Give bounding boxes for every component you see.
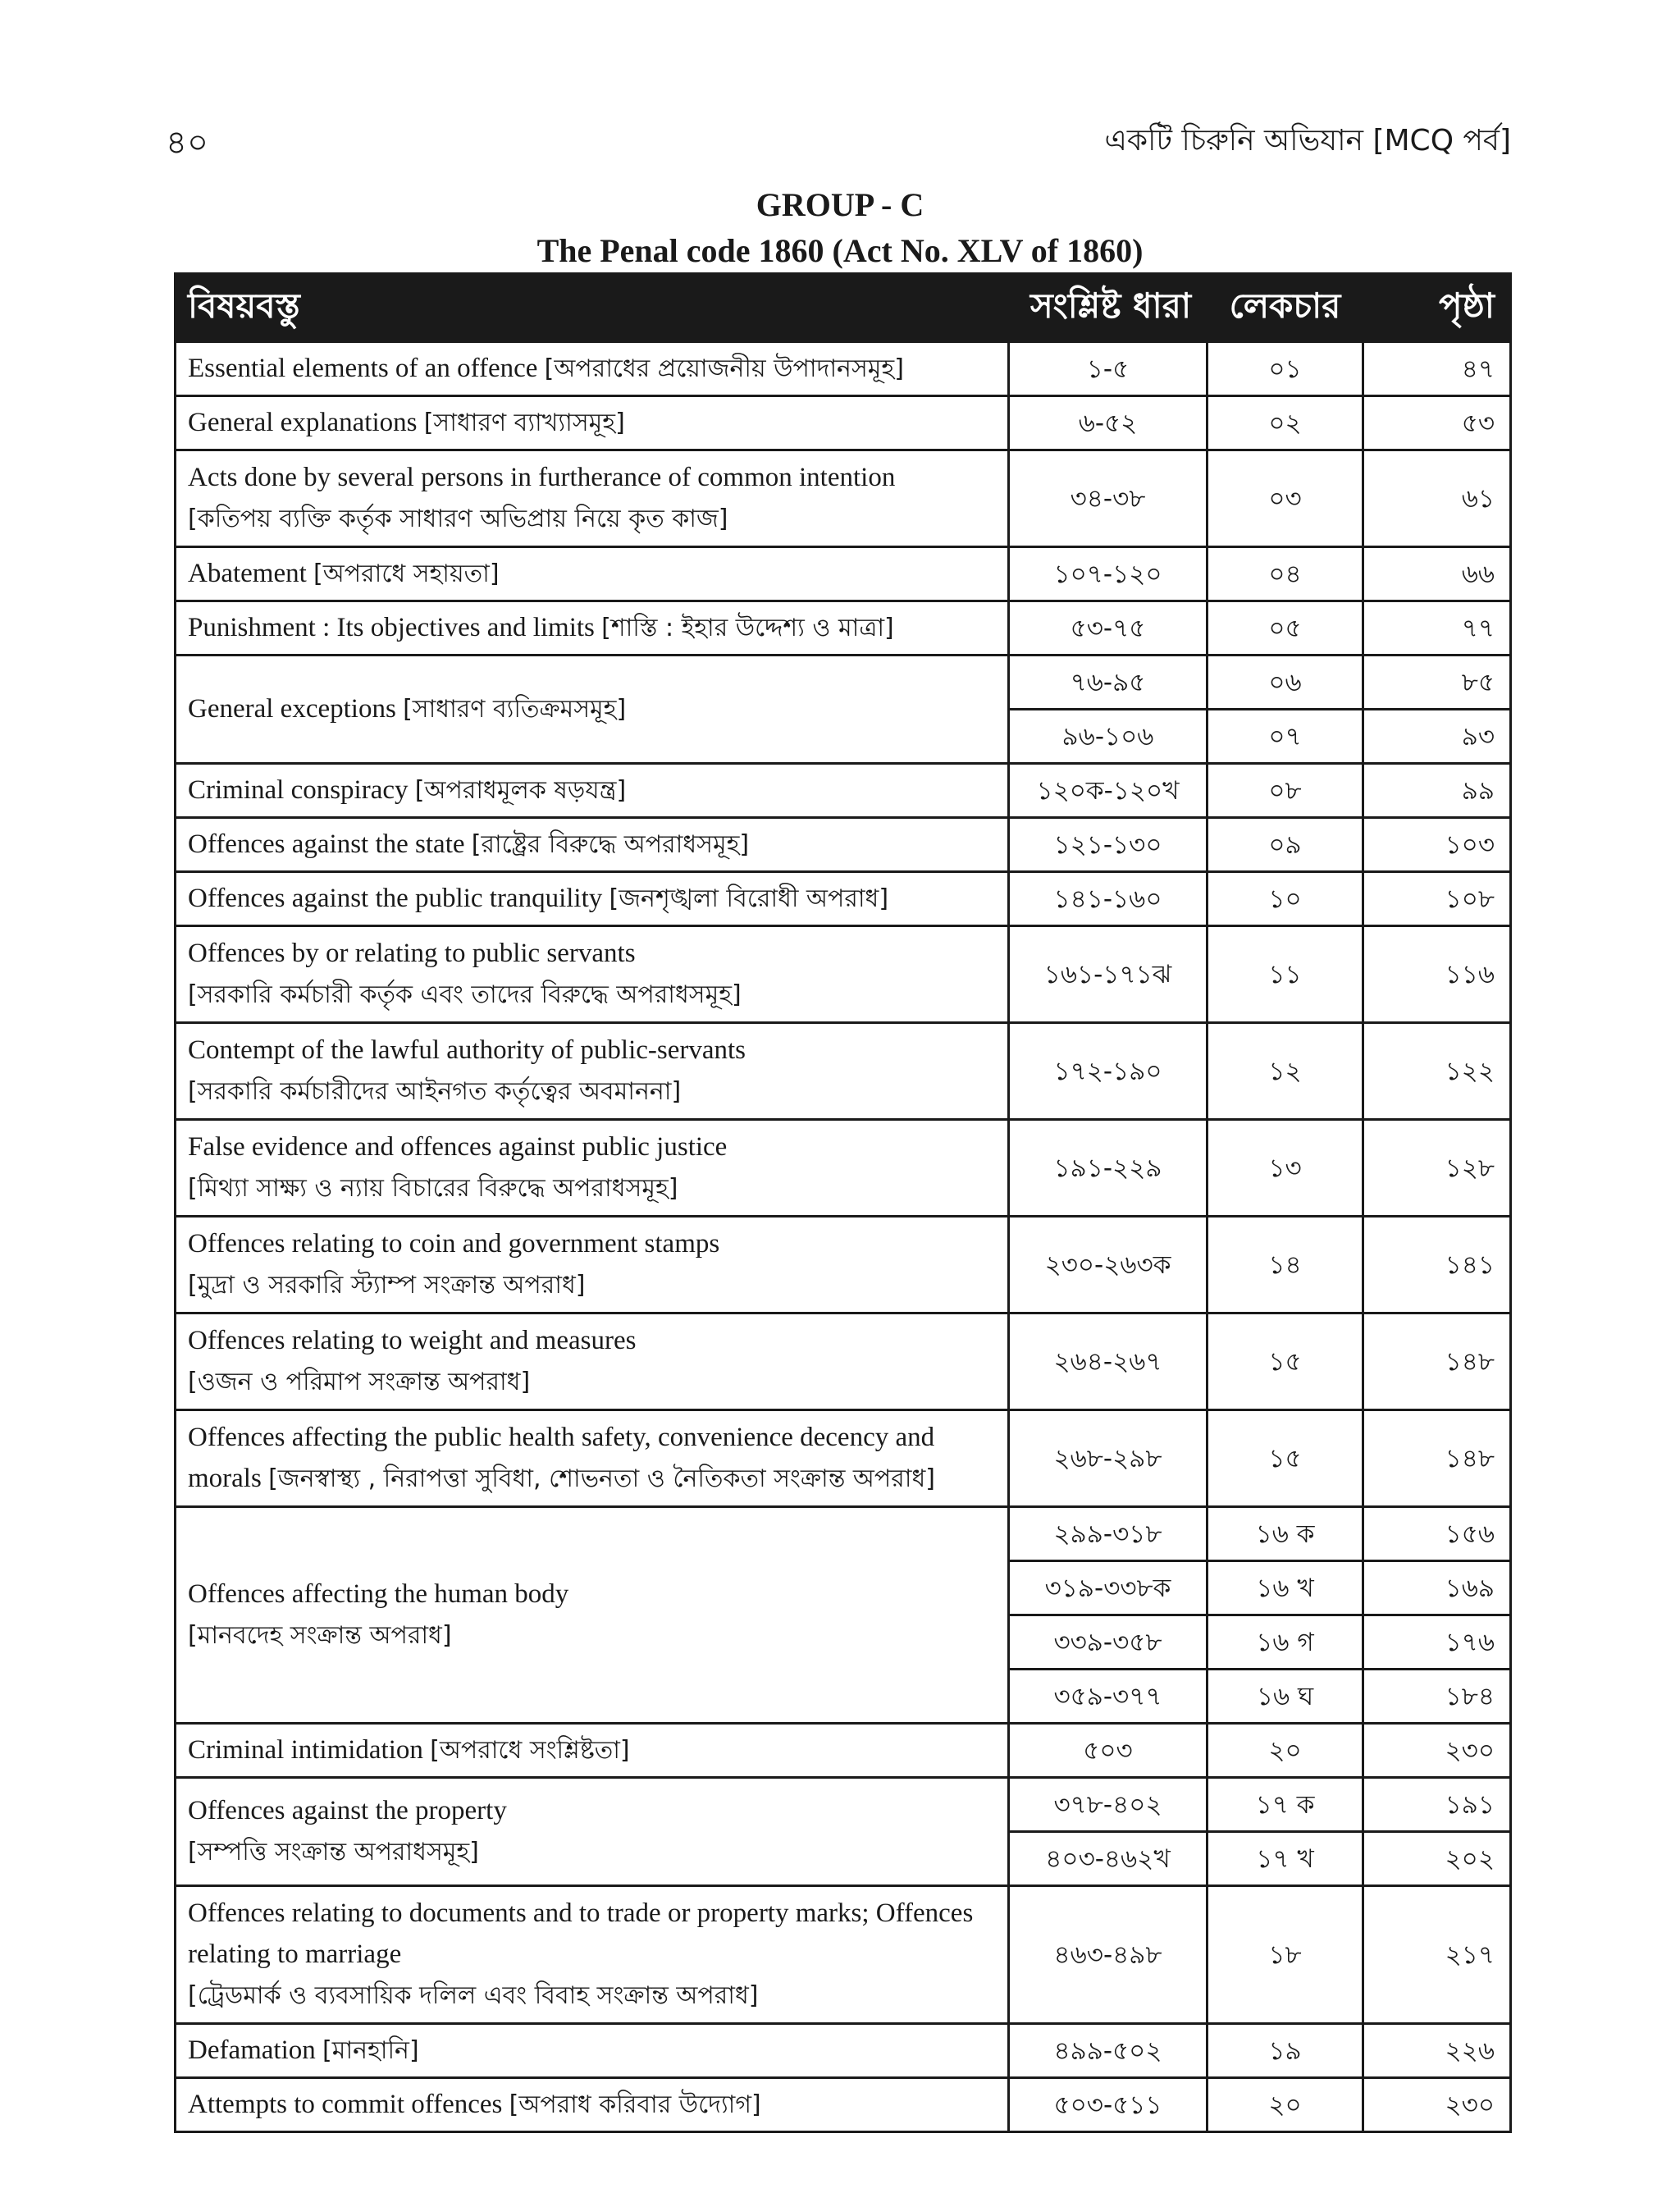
subject-bangla: [সরকারি কর্মচারী কর্তৃক এবং তাদের বিরুদ্ধে অপরাধসমূহ] <box>188 980 742 1009</box>
section-cell: ১২০ক-১২০খ <box>1009 764 1208 818</box>
page-cell: ২২৬ <box>1363 2024 1511 2078</box>
table-row <box>176 2024 1511 2078</box>
subject-bangla: [জনশৃঙ্খলা বিরোধী অপরাধ] <box>609 884 889 913</box>
table-row <box>176 818 1511 872</box>
column-header-lecture: লেকচার <box>1208 274 1363 342</box>
section-cell: ১-৫ <box>1009 342 1208 396</box>
subject-bangla: [রাষ্ট্রের বিরুদ্ধে অপরাধসমূহ] <box>471 830 750 859</box>
subject-english-continued: relating to marriage <box>188 1939 402 1969</box>
subject-cell <box>176 450 1009 547</box>
table-row <box>176 764 1511 818</box>
subject-bangla: [সম্পত্তি সংক্রান্ত অপরাধসমূহ] <box>188 1838 479 1866</box>
subject-english: General explanations <box>188 408 418 437</box>
running-head: একটি চিরুনি অভিযান [MCQ পর্ব] <box>1104 124 1511 158</box>
table-row <box>176 342 1511 396</box>
subject-english: Attempts to commit offences <box>188 2090 503 2119</box>
section-cell: ৫০৩ <box>1009 1724 1208 1778</box>
lecture-cell: ১১ <box>1208 926 1363 1023</box>
subject-cell <box>176 1217 1009 1313</box>
page-cell: ১১৬ <box>1363 926 1511 1023</box>
lecture-cell: ০২ <box>1208 396 1363 450</box>
section-cell: ৯৬-১০৬ <box>1009 710 1208 764</box>
page-cell: ৬১ <box>1363 450 1511 547</box>
page-cell: ১৪৮ <box>1363 1410 1511 1507</box>
section-cell: ৩৫৯-৩৭৭ <box>1009 1670 1208 1724</box>
section-cell: ৩৩৯-৩৫৮ <box>1009 1615 1208 1670</box>
subject-cell <box>176 1507 1009 1724</box>
subject-cell <box>176 818 1009 872</box>
table-row <box>176 450 1511 547</box>
section-cell: ৪৯৯-৫০২ <box>1009 2024 1208 2078</box>
lecture-cell: ০৭ <box>1208 710 1363 764</box>
page-cell: ১৫৬ <box>1363 1507 1511 1561</box>
lecture-cell: ১৫ <box>1208 1313 1363 1410</box>
lecture-cell: ১৬ খ <box>1208 1561 1363 1615</box>
page-cell: ১০৮ <box>1363 872 1511 926</box>
subject-cell <box>176 1410 1009 1507</box>
page-cell: ৯৩ <box>1363 710 1511 764</box>
page-cell: ১৭৬ <box>1363 1615 1511 1670</box>
lecture-cell: ১৬ ঘ <box>1208 1670 1363 1724</box>
lecture-cell: ০৬ <box>1208 656 1363 710</box>
table-row <box>176 1023 1511 1120</box>
lecture-cell: ২০ <box>1208 2078 1363 2132</box>
subject-cell <box>176 601 1009 656</box>
subject-cell <box>176 1886 1009 2024</box>
lecture-cell: ১৩ <box>1208 1120 1363 1217</box>
section-cell: ৪০৩-৪৬২খ <box>1009 1832 1208 1886</box>
subject-cell <box>176 872 1009 926</box>
section-cell: ২৯৯-৩১৮ <box>1009 1507 1208 1561</box>
subject-english: Offences by or relating to public servants <box>188 939 636 968</box>
section-cell: ৪৬৩-৪৯৮ <box>1009 1886 1208 2024</box>
page-cell: ১২২ <box>1363 1023 1511 1120</box>
lecture-cell: ০৮ <box>1208 764 1363 818</box>
subject-bangla: [অপরাধে সহায়তা] <box>313 560 500 588</box>
column-header-page: পৃষ্ঠা <box>1363 274 1511 342</box>
subject-cell <box>176 547 1009 601</box>
subject-cell <box>176 342 1009 396</box>
table-row <box>176 1410 1511 1507</box>
lecture-cell: ১৬ ক <box>1208 1507 1363 1561</box>
subject-bangla: [অপরাধে সংশ্লিষ্টতা] <box>430 1736 630 1765</box>
subject-english: Offences affecting the human body <box>188 1579 569 1609</box>
subject-english: Acts done by several persons in furtherance of common intention <box>188 463 896 492</box>
subject-bangla: [সাধারণ ব্যতিক্রমসমূহ] <box>403 695 627 724</box>
page-cell: ৪৭ <box>1363 342 1511 396</box>
lecture-cell: ১৯ <box>1208 2024 1363 2078</box>
lecture-cell: ১৮ <box>1208 1886 1363 2024</box>
lecture-cell: ০৩ <box>1208 450 1363 547</box>
subject-english: Offences relating to coin and government stamps <box>188 1229 720 1259</box>
subject-bangla: [মিথ্যা সাক্ষ্য ও ন্যায় বিচারের বিরুদ্ধে অপরাধসমূহ] <box>188 1174 678 1203</box>
table-row <box>176 1886 1511 2024</box>
table-row <box>176 656 1511 710</box>
subject-english: Punishment : Its objectives and limits <box>188 613 595 642</box>
table-row <box>176 601 1511 656</box>
page-cell: ১৯১ <box>1363 1778 1511 1832</box>
lecture-cell: ১০ <box>1208 872 1363 926</box>
lecture-cell: ১২ <box>1208 1023 1363 1120</box>
subject-bangla: [কতিপয় ব্যক্তি কর্তৃক সাধারণ অভিপ্রায় নিয়ে কৃত কাজ] <box>188 505 728 533</box>
subject-bangla: [ট্রেডমার্ক ও ব্যবসায়িক দলিল এবং বিবাহ সংক্রান্ত অপরাধ] <box>188 1981 759 2010</box>
page-cell: ২০২ <box>1363 1832 1511 1886</box>
subject-cell <box>176 1023 1009 1120</box>
act-title: The Penal code 1860 (Act No. XLV of 1860) <box>536 232 1144 269</box>
page-cell: ১৪৮ <box>1363 1313 1511 1410</box>
table-row <box>176 547 1511 601</box>
section-cell: ১৬১-১৭১ঝ <box>1009 926 1208 1023</box>
lecture-cell: ০৯ <box>1208 818 1363 872</box>
page-cell: ১৬৯ <box>1363 1561 1511 1615</box>
subject-bangla: [ওজন ও পরিমাপ সংক্রান্ত অপরাধ] <box>188 1368 531 1396</box>
subject-english: Abatement <box>188 559 307 588</box>
section-cell: ২৬৪-২৬৭ <box>1009 1313 1208 1410</box>
section-cell: ৭৬-৯৫ <box>1009 656 1208 710</box>
subject-english: Criminal intimidation <box>188 1735 423 1765</box>
subject-english: Offences against the public tranquility <box>188 884 603 913</box>
table-row <box>176 1724 1511 1778</box>
page-cell: ২১৭ <box>1363 1886 1511 2024</box>
subject-cell <box>176 764 1009 818</box>
section-cell: ১৯১-২২৯ <box>1009 1120 1208 1217</box>
section-cell: ৫৩-৭৫ <box>1009 601 1208 656</box>
lecture-cell: ১৫ <box>1208 1410 1363 1507</box>
subject-english: Offences relating to weight and measures <box>188 1326 637 1355</box>
subject-english: Offences affecting the public health safety, convenience decency and <box>188 1423 935 1452</box>
subject-english: General exceptions <box>188 694 396 724</box>
column-header-section: সংশ্লিষ্ট ধারা <box>1009 274 1208 342</box>
subject-english-continued: morals <box>188 1464 262 1493</box>
section-cell: ২৬৮-২৯৮ <box>1009 1410 1208 1507</box>
subject-bangla: [সাধারণ ব্যাখ্যাসমূহ] <box>423 409 625 437</box>
lecture-cell: ২০ <box>1208 1724 1363 1778</box>
subject-cell <box>176 1120 1009 1217</box>
section-cell: ৩৭৮-৪০২ <box>1009 1778 1208 1832</box>
table-row <box>176 872 1511 926</box>
subject-bangla: [সরকারি কর্মচারীদের আইনগত কর্তৃত্বের অবমাননা] <box>188 1077 682 1106</box>
section-cell: ৩৪-৩৮ <box>1009 450 1208 547</box>
table-row <box>176 926 1511 1023</box>
lecture-cell: ০৫ <box>1208 601 1363 656</box>
subject-cell <box>176 1313 1009 1410</box>
subject-english: Offences against the property <box>188 1796 507 1825</box>
column-header-subject: বিষয়বস্তু <box>176 274 1009 342</box>
subject-bangla: [মুদ্রা ও সরকারি স্ট্যাম্প সংক্রান্ত অপরাধ] <box>188 1271 586 1300</box>
section-cell: ১৭২-১৯০ <box>1009 1023 1208 1120</box>
table-row <box>176 1778 1511 1832</box>
page-cell: ১২৮ <box>1363 1120 1511 1217</box>
lecture-cell: ০৪ <box>1208 547 1363 601</box>
subject-english: Essential elements of an offence <box>188 354 538 383</box>
page-cell: ২৩০ <box>1363 1724 1511 1778</box>
group-title: GROUP - C <box>756 186 924 223</box>
subject-cell <box>176 656 1009 764</box>
table-body <box>176 342 1511 2132</box>
section-cell: ৫০৩-৫১১ <box>1009 2078 1208 2132</box>
section-cell: ১৪১-১৬০ <box>1009 872 1208 926</box>
table-header-row <box>176 274 1511 342</box>
subject-cell <box>176 926 1009 1023</box>
table-row <box>176 2078 1511 2132</box>
table-row <box>176 1120 1511 1217</box>
subject-bangla: [মানবদেহ সংক্রান্ত অপরাধ] <box>188 1621 452 1650</box>
lecture-cell: ১৪ <box>1208 1217 1363 1313</box>
section-cell: ১০৭-১২০ <box>1009 547 1208 601</box>
lecture-cell: ১৭ খ <box>1208 1832 1363 1886</box>
page-cell: ৮৫ <box>1363 656 1511 710</box>
lecture-cell: ১৬ গ <box>1208 1615 1363 1670</box>
subject-bangla: [অপরাধ করিবার উদ্যোগ] <box>509 2090 761 2119</box>
page-cell: ১৮৪ <box>1363 1670 1511 1724</box>
section-cell: ৩১৯-৩৩৮ক <box>1009 1561 1208 1615</box>
lecture-cell: ০১ <box>1208 342 1363 396</box>
page-cell: ৫৩ <box>1363 396 1511 450</box>
table-row <box>176 1313 1511 1410</box>
section-cell: ২৩০-২৬৩ক <box>1009 1217 1208 1313</box>
section-cell: ৬-৫২ <box>1009 396 1208 450</box>
subject-cell <box>176 1778 1009 1886</box>
subject-cell <box>176 1724 1009 1778</box>
subject-english: Offences relating to documents and to trade or property marks; Offences <box>188 1898 974 1928</box>
page-cell: ৬৬ <box>1363 547 1511 601</box>
page-cell: ৭৭ <box>1363 601 1511 656</box>
subject-english: Offences against the state <box>188 829 465 859</box>
lecture-cell: ১৭ ক <box>1208 1778 1363 1832</box>
table-row <box>176 1507 1511 1561</box>
table-row <box>176 1217 1511 1313</box>
page-cell: ৯৯ <box>1363 764 1511 818</box>
subject-english: Contempt of the lawful authority of public-servants <box>188 1035 746 1065</box>
subject-bangla: [মানহানি] <box>322 2036 419 2065</box>
subject-bangla: [অপরাধমূলক ষড়যন্ত্র] <box>414 776 627 805</box>
subject-bangla: [অপরাধের প্রয়োজনীয় উপাদানসমূহ] <box>544 354 904 383</box>
subject-cell <box>176 396 1009 450</box>
subject-bangla: [জনস্বাস্থ্য , নিরাপত্তা সুবিধা, শোভনতা ও নৈতিকতা সংক্রান্ত অপরাধ] <box>268 1464 935 1493</box>
page-cell: ২৩০ <box>1363 2078 1511 2132</box>
table-row <box>176 396 1511 450</box>
page-number: ৪০ <box>166 124 208 162</box>
page-cell: ১০৩ <box>1363 818 1511 872</box>
subject-cell <box>176 2078 1009 2132</box>
subject-english: False evidence and offences against public justice <box>188 1132 728 1162</box>
subject-bangla: [শাস্তি : ইহার উদ্দেশ্য ও মাত্রা] <box>601 614 894 642</box>
subject-cell <box>176 2024 1009 2078</box>
section-cell: ১২১-১৩০ <box>1009 818 1208 872</box>
subject-english: Criminal conspiracy <box>188 775 409 805</box>
page-cell: ১৪১ <box>1363 1217 1511 1313</box>
contents-table <box>174 272 1512 2133</box>
subject-english: Defamation <box>188 2035 316 2065</box>
